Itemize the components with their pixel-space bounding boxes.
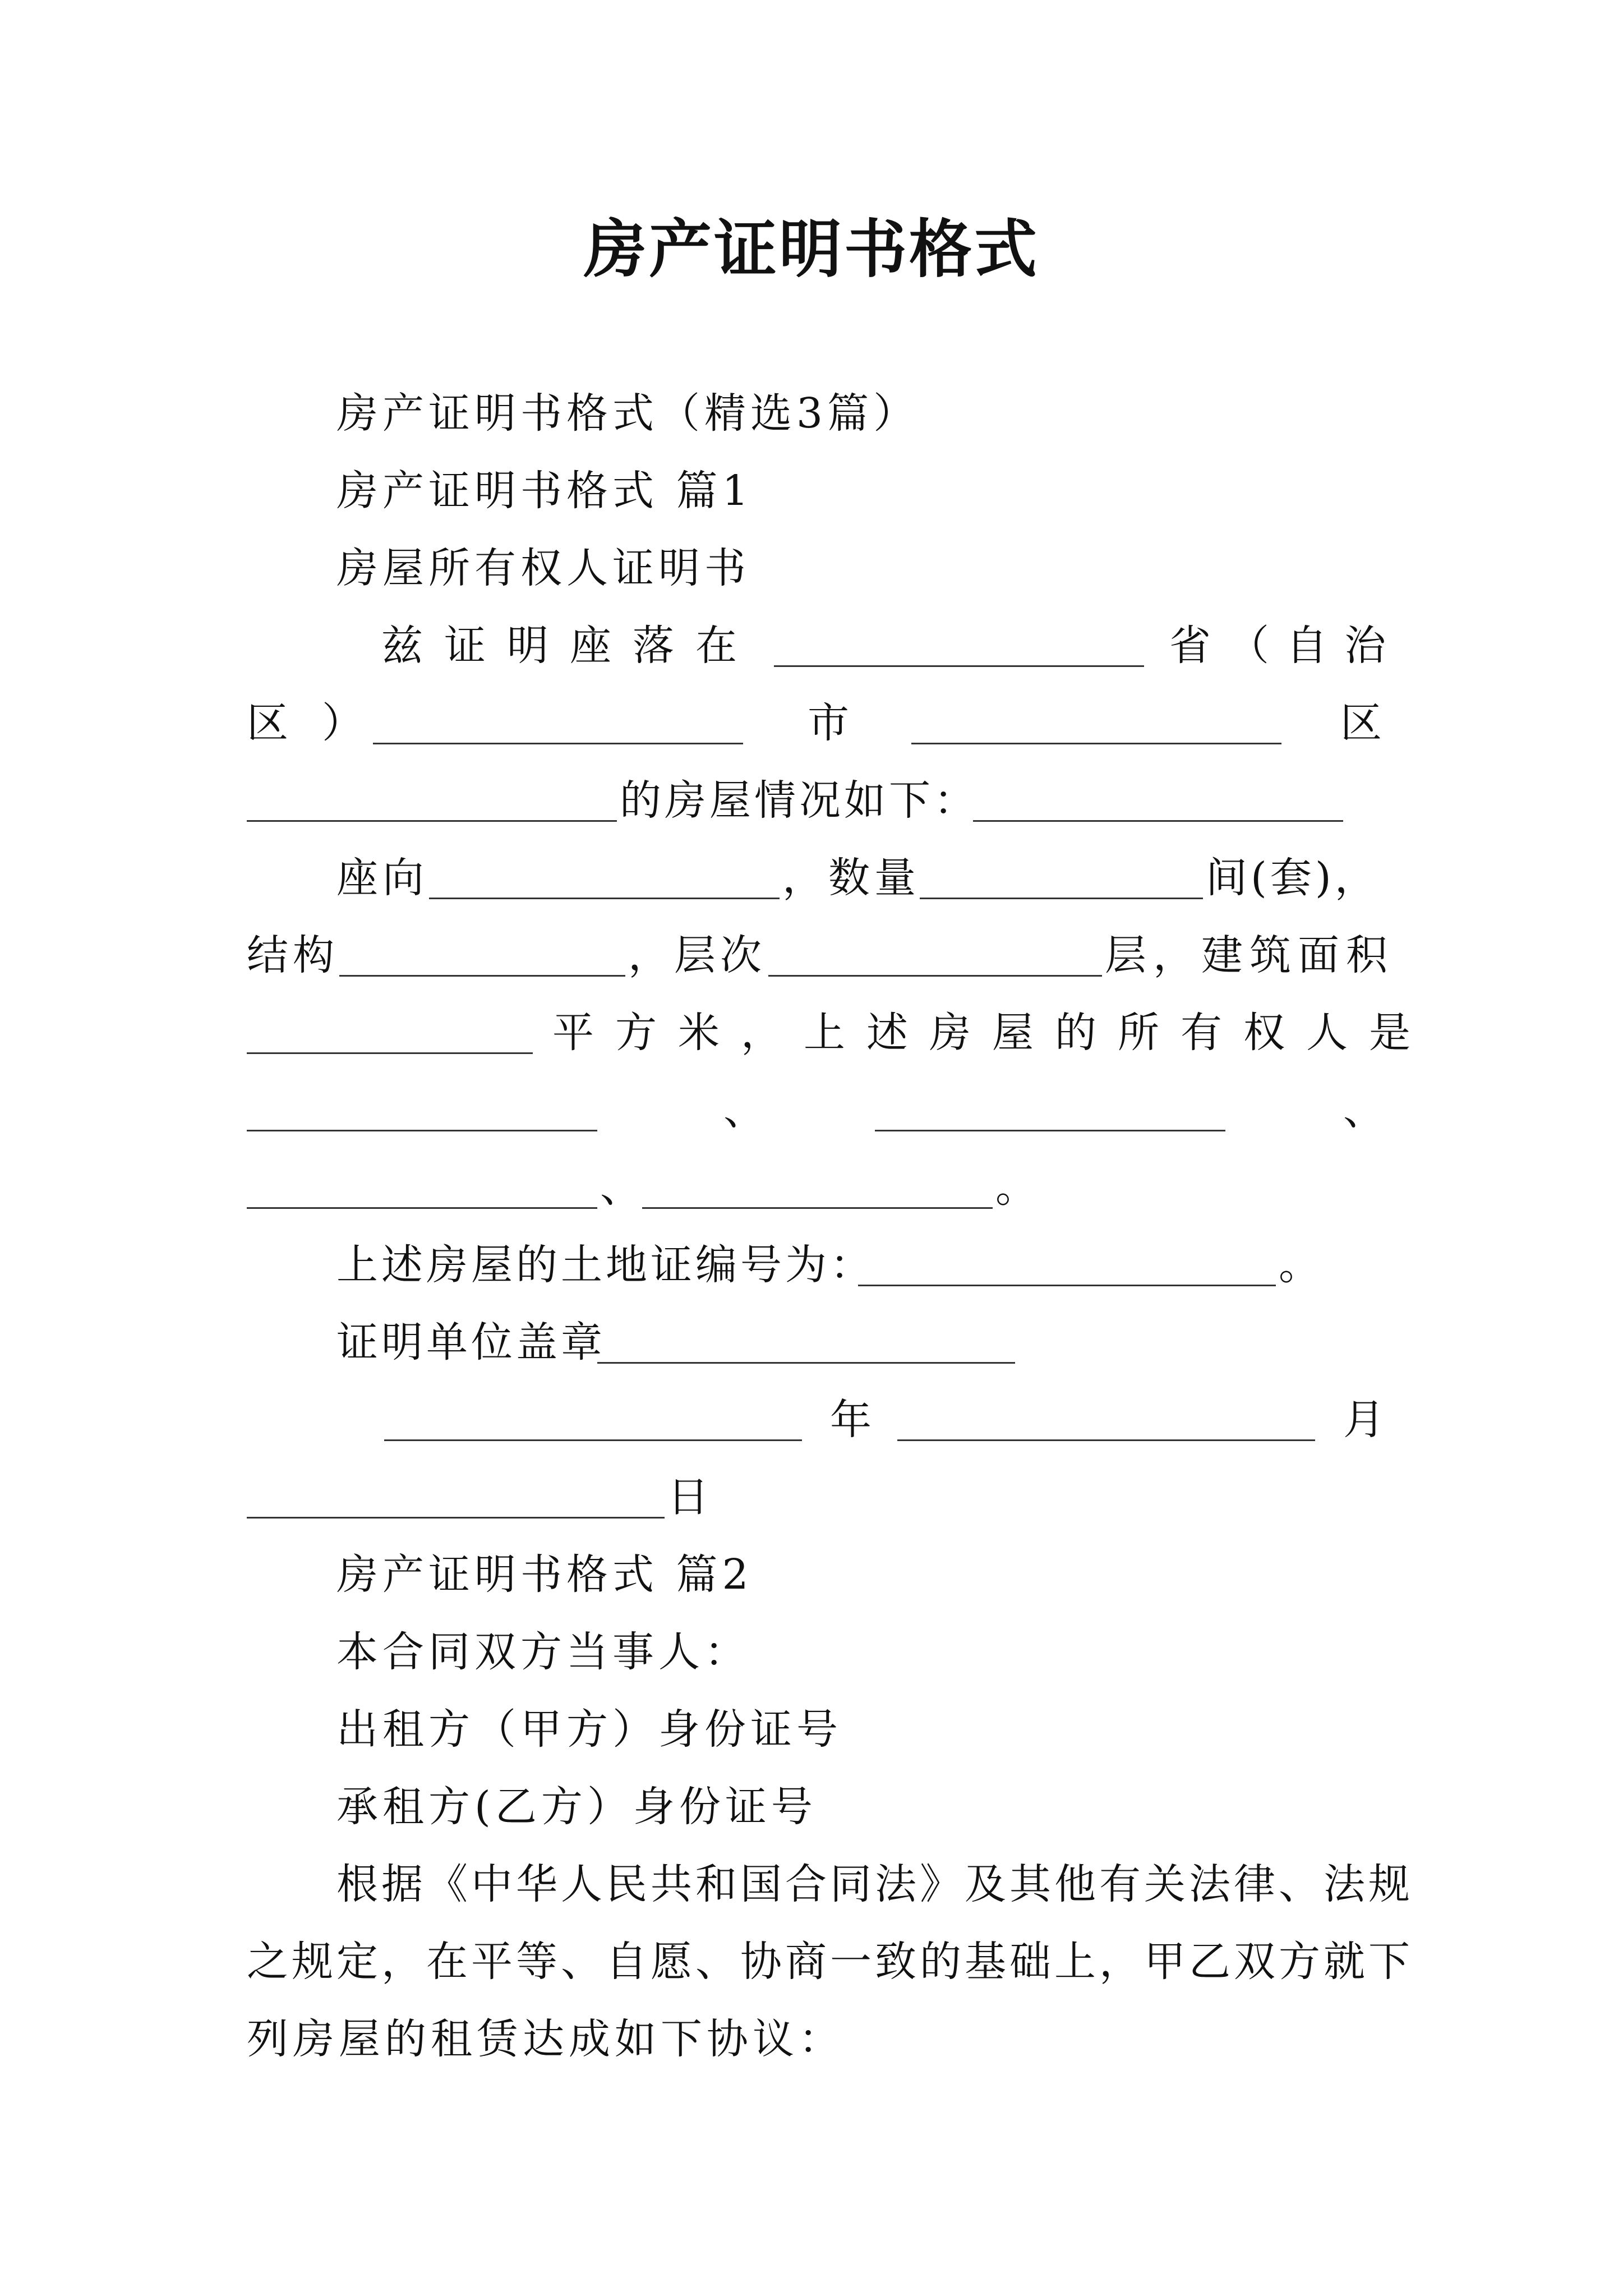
owner-text: 平方米，上述房屋的所有权人是 <box>552 1009 1432 1057</box>
structure-label: 结构 <box>247 931 339 979</box>
district-blank <box>911 743 1281 744</box>
owner-blank-2 <box>875 1130 1225 1131</box>
located-at-text: 兹证明座落在 <box>381 622 758 670</box>
floor-blank <box>768 975 1102 977</box>
lessee-line: 承租方(乙方）身份证号 <box>336 1783 817 1831</box>
house-status-text: 的房屋情况如下： <box>620 776 979 825</box>
year-label: 年 <box>830 1396 872 1444</box>
owner-sep-3: 、 <box>600 1163 642 1212</box>
district-text: 区 <box>1340 699 1382 747</box>
year-blank <box>384 1439 802 1441</box>
parties-line: 本合同双方当事人： <box>336 1628 750 1676</box>
province-blank <box>774 665 1144 667</box>
intro-line: 房产证明书格式（精选3篇） <box>336 389 920 438</box>
land-cert-end: 。 <box>1279 1241 1320 1289</box>
seal-label: 证明单位盖章 <box>336 1318 606 1366</box>
quantity-label: ，数量 <box>782 854 920 902</box>
street-blank <box>247 820 617 822</box>
part2-heading: 房产证明书格式 篇2 <box>336 1550 753 1599</box>
rooms-unit: 间(套)， <box>1206 854 1380 902</box>
document-title: 房产证明书格式 <box>584 213 1039 286</box>
area-label: 层，建筑面积 <box>1105 931 1394 979</box>
orientation-label: 座向 <box>336 854 428 902</box>
owner-end: 。 <box>995 1163 1037 1212</box>
month-label: 月 <box>1343 1396 1385 1444</box>
floor-label: ，层次 <box>628 931 766 979</box>
contract-para-line-1: 根据《中华人民共和国合同法》及其他有关法律、法规 <box>336 1860 1413 1908</box>
certificate-title: 房屋所有权人证明书 <box>336 544 750 592</box>
contract-para-line-2: 之规定，在平等、自愿、协商一致的基础上，甲乙双方就下 <box>247 1938 1413 1986</box>
month-blank <box>897 1439 1315 1441</box>
day-label: 日 <box>667 1473 709 1521</box>
owner-blank-3 <box>247 1207 597 1209</box>
seal-blank <box>597 1362 1015 1364</box>
area-blank <box>247 1052 533 1054</box>
contract-para-line-3: 列房屋的租赁达成如下协议： <box>247 2015 845 2063</box>
owner-sep-2: 、 <box>1343 1086 1385 1134</box>
status-blank <box>973 820 1343 822</box>
orientation-blank <box>429 898 780 899</box>
quantity-blank <box>920 898 1203 899</box>
region-text: 区） <box>247 699 397 747</box>
structure-blank <box>339 975 625 977</box>
part1-heading: 房产证明书格式 篇1 <box>336 467 753 515</box>
owner-blank-4 <box>642 1207 993 1209</box>
land-cert-text: 上述房屋的土地证编号为： <box>336 1241 875 1289</box>
lessor-line: 出租方（甲方）身份证号 <box>336 1705 842 1754</box>
city-text: 市 <box>808 699 849 747</box>
day-blank <box>247 1517 665 1519</box>
city-blank <box>373 743 743 744</box>
owner-blank-1 <box>247 1130 597 1131</box>
owner-sep-1: 、 <box>723 1086 765 1134</box>
province-text: 省（自治 <box>1169 622 1403 670</box>
land-cert-blank <box>858 1285 1276 1286</box>
